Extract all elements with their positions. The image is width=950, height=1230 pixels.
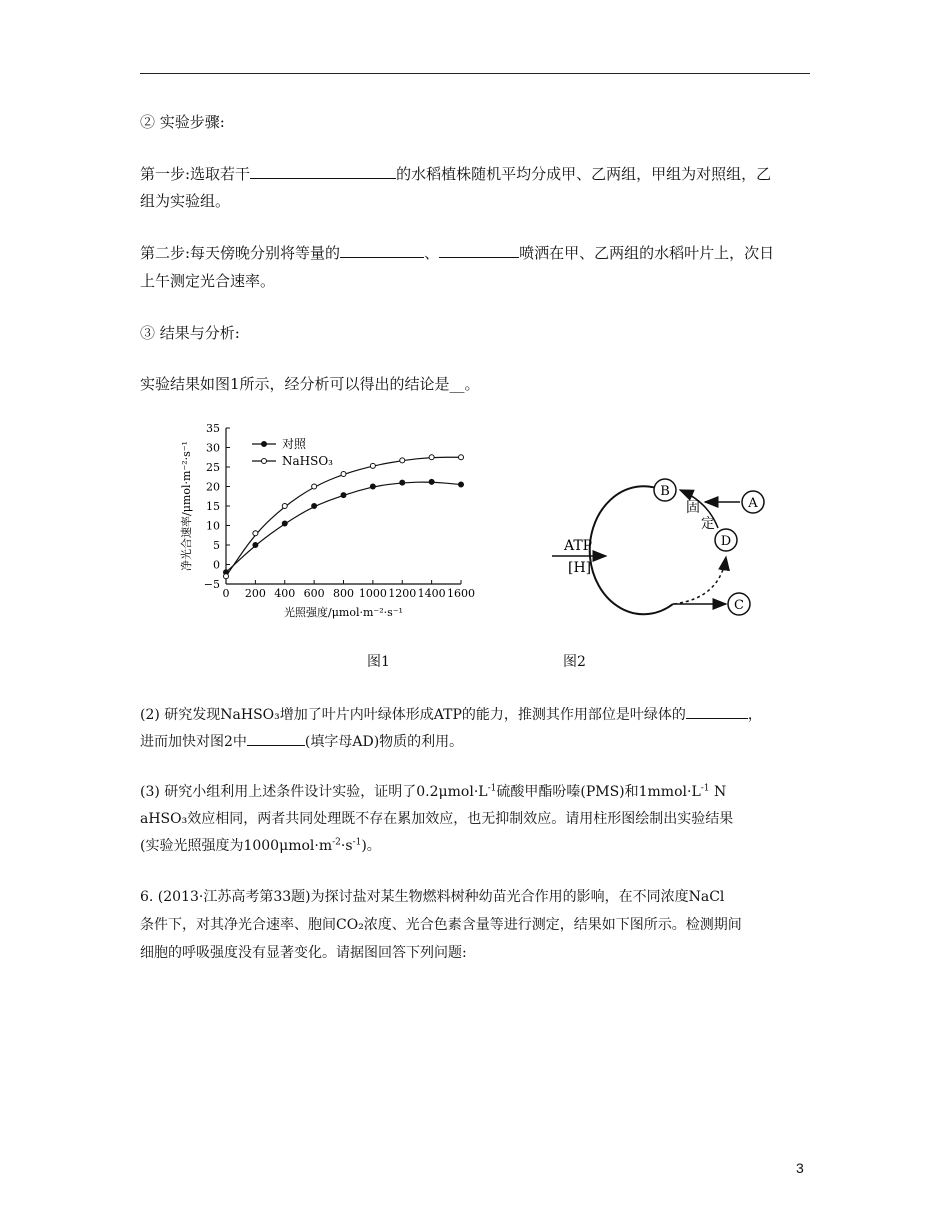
y-tick-label: 10 (206, 519, 220, 533)
y-tick-label: 5 (213, 539, 220, 552)
answer-blank (686, 704, 748, 719)
fix-label-2: 定 (701, 516, 715, 532)
node-b (654, 479, 676, 501)
step2-sep: 、 (424, 244, 440, 262)
step1-line (140, 164, 771, 184)
legend-label: 对照 (282, 437, 307, 451)
series-point-1 (341, 493, 346, 498)
x-tick-label: 1000 (358, 587, 387, 600)
y-tick-label: 0 (213, 558, 220, 572)
node-d (715, 529, 737, 551)
q3-line3 (140, 836, 381, 856)
series-point-2 (312, 484, 317, 489)
figure2-diagram (550, 470, 790, 630)
y-tick-label: 35 (206, 422, 220, 435)
series-point-2 (459, 455, 464, 460)
q3-line1-a: (3) 研究小组利用上述条件设计实验，证明了0.2μmol·L (140, 784, 488, 800)
x-tick-label: 800 (333, 587, 354, 600)
page-number: 3 (796, 1160, 804, 1176)
node-c-label: C (734, 598, 744, 613)
node-a (742, 491, 764, 513)
x-tick-label: 1400 (417, 587, 446, 600)
legend-label: NaHSO₃ (282, 454, 333, 468)
steps-heading: ② 实验步骤: (140, 113, 225, 131)
q3-sup: -1 (487, 783, 497, 794)
x-axis-label: 光照强度/μmol·m⁻²·s⁻¹ (284, 606, 403, 619)
results-text: 实验结果如图1所示，经分析可以得出的结论是__。 (140, 375, 480, 393)
q6-line2: 条件下，对其净光合速率、胞间CO₂浓度、光合色素含量等进行测定，结果如下图所示。检测期间 (140, 917, 742, 933)
x-tick-label: 400 (274, 587, 296, 600)
q2-line1 (140, 704, 762, 725)
figure2-caption: 图2 (563, 654, 586, 670)
dashed-arrow (674, 557, 726, 604)
x-tick-label: 600 (303, 587, 325, 600)
atp-label: ATP (564, 538, 593, 554)
node-a-label: A (748, 496, 758, 511)
x-tick-label: 200 (244, 587, 266, 600)
step1-post: 的水稻植株随机平均分成甲、乙两组，甲组为对照组，乙 (396, 165, 772, 183)
q6-line3: 细胞的呼吸强度没有显著变化。请据图回答下列问题: (140, 945, 467, 961)
series-point-2 (253, 531, 258, 536)
y-tick-label: 30 (206, 441, 220, 455)
q3-line1-c: N (709, 784, 727, 800)
answer-blank (250, 164, 396, 179)
answer-blank (340, 243, 424, 258)
figure1-caption: 图1 (367, 654, 390, 670)
series-point-2 (341, 472, 346, 477)
series-point-1 (312, 504, 317, 509)
series-point-1 (429, 479, 434, 484)
series-point-2 (429, 455, 434, 460)
q3-sup: -1 (700, 783, 710, 794)
answer-blank (439, 243, 519, 258)
q2-line2 (140, 731, 463, 752)
node-b-label: B (660, 484, 670, 499)
legend-marker (262, 459, 267, 464)
q2-line2-pre: 进而加快对图2中 (140, 734, 247, 750)
q2-line1-pre: (2) 研究发现NaHSO₃增加了叶片内叶绿体形成ATP的能力，推测其作用部位是叶绿体的 (140, 707, 686, 723)
results-heading: ③ 结果与分析: (140, 324, 240, 342)
q3-line3-a: (实验光照强度为1000μmol·m (140, 838, 333, 854)
node-c (728, 593, 750, 615)
q6-line1: 6. (2013·江苏高考第33题)为探讨盐对某生物燃料树种幼苗光合作用的影响，在不同浓度NaCl (140, 889, 725, 905)
answer-blank (247, 731, 305, 746)
cycle-arc (590, 486, 673, 614)
y-axis-label: 净光合速率/μmol·m⁻²·s⁻¹ (180, 441, 193, 571)
fix-label-1: 固 (686, 500, 700, 516)
series-point-1 (459, 482, 464, 487)
step1-pre: 第一步:选取若干 (140, 165, 251, 183)
q2-line2-post: (填字母AD)物质的利用。 (304, 734, 464, 750)
y-tick-label: −5 (203, 578, 220, 591)
series-point-2 (282, 504, 287, 509)
series-point-1 (282, 521, 287, 526)
y-tick-label: 20 (206, 480, 220, 494)
q3-line1 (140, 782, 726, 802)
figure1-chart (178, 420, 478, 630)
step2-line (140, 243, 774, 263)
q3-line2: aHSO₃效应相同，两者共同处理既不存在累加效应，也无抑制效应。请用柱形图绘制出实验结果 (140, 811, 734, 827)
step1-cont: 组为实验组。 (140, 192, 231, 210)
node-d-label: D (720, 534, 732, 549)
series-point-2 (224, 574, 229, 579)
series-point-2 (400, 458, 405, 463)
y-tick-label: 25 (206, 461, 220, 474)
step2-post: 喷洒在甲、乙两组的水稻叶片上，次日 (519, 244, 775, 262)
legend-marker (262, 442, 267, 447)
x-tick-label: 1600 (447, 587, 475, 600)
series-point-1 (400, 480, 405, 485)
q3-line1-b: 硫酸甲酯吩嗪(PMS)和1mmol·L (496, 784, 701, 800)
header-rule (140, 73, 810, 74)
y-tick-label: 15 (206, 500, 220, 513)
series-point-1 (253, 543, 258, 548)
step2-cont: 上午测定光合速率。 (140, 272, 276, 290)
series-point-2 (370, 463, 375, 468)
q3-sup: -2 (332, 837, 341, 848)
x-tick-label: 0 (222, 587, 230, 600)
q2-line1-post: ， (747, 707, 762, 723)
step2-pre: 第二步:每天傍晚分别将等量的 (140, 244, 341, 262)
q3-line3-b: ·s (340, 838, 353, 854)
x-tick-label: 1200 (388, 587, 417, 600)
h-label: [H] (568, 560, 592, 576)
q3-sup: -1 (352, 837, 362, 848)
q3-line3-c: )。 (361, 838, 381, 854)
series-point-1 (370, 484, 375, 489)
